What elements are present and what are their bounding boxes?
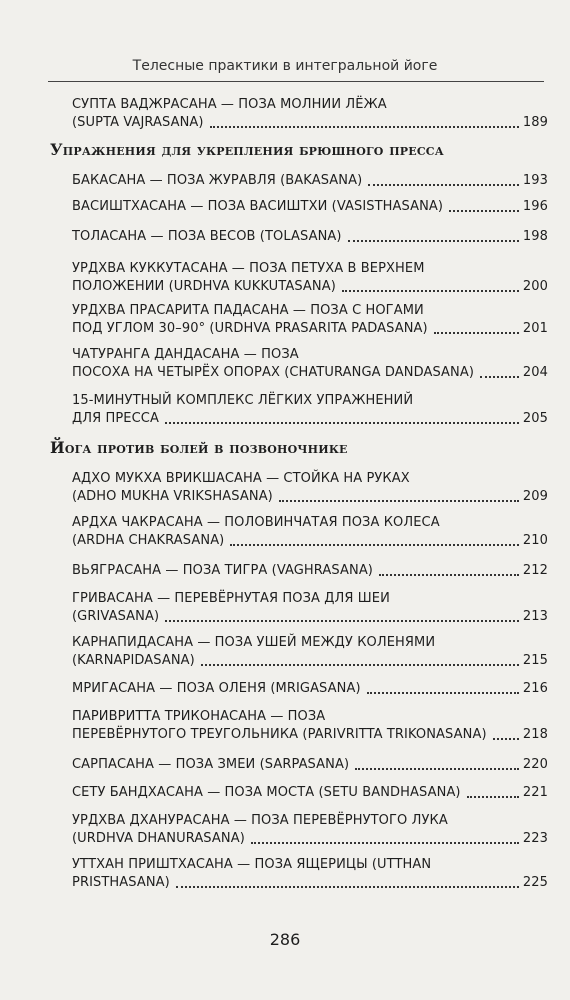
toc-entry-last-line — [72, 114, 548, 132]
toc-page-number: 220 — [522, 757, 548, 772]
toc-entry-title-line: PRISTHASANA) — [72, 875, 170, 890]
toc-entry-last-line — [72, 172, 548, 190]
toc-entry-last-line — [72, 198, 548, 216]
page-number: 286 — [269, 930, 301, 949]
running-header: Телесные практики в интегральной йоге — [132, 58, 438, 74]
dot-leader — [210, 126, 519, 128]
dot-leader — [368, 184, 519, 186]
toc-entry-title-line: (SUPTA VAJRASANA) — [72, 115, 204, 130]
toc-entry-last-line — [72, 726, 548, 744]
dot-leader — [480, 376, 519, 378]
dot-leader — [348, 240, 519, 242]
toc-entry-title-line: АДХО МУКХА ВРИКШАСАНА — СТОЙКА НА РУКАХ — [72, 471, 410, 486]
section-heading: Упражнения для укрепления брюшного пресса — [50, 140, 444, 159]
toc-entry-last-line — [72, 488, 548, 506]
dot-leader — [342, 290, 519, 292]
toc-entry — [72, 260, 548, 296]
toc-entry — [72, 812, 548, 848]
dot-leader — [230, 544, 519, 546]
toc-entry-last-line — [72, 562, 548, 580]
dot-leader — [434, 332, 519, 334]
dot-leader — [251, 842, 519, 844]
toc-entry-title-line: ПАРИВРИТТА ТРИКОНАСАНА — ПОЗА — [72, 709, 326, 724]
toc-entry — [72, 198, 548, 216]
toc-page-number: 225 — [522, 875, 548, 890]
dot-leader — [467, 796, 519, 798]
toc-entry — [72, 756, 548, 774]
toc-page-number: 212 — [522, 563, 548, 578]
toc-page-number: 223 — [522, 831, 548, 846]
toc-entry-title-line: УТТХАН ПРИШТХАСАНА — ПОЗА ЯЩЕРИЦЫ (UTTHAN — [72, 857, 432, 872]
toc-entry-title-line: ВЬЯГРАСАНА — ПОЗА ТИГРА (VAGHRASANA) — [72, 563, 373, 578]
toc-entry-last-line — [72, 680, 548, 698]
toc-entry — [72, 634, 548, 670]
toc-page-number: 209 — [522, 489, 548, 504]
toc-page-number: 218 — [522, 727, 548, 742]
dot-leader — [493, 738, 519, 740]
toc-entry — [72, 470, 548, 506]
toc-entry-title-line: ГРИВАСАНА — ПЕРЕВЁРНУТАЯ ПОЗА ДЛЯ ШЕИ — [72, 591, 390, 606]
toc-page-number: 204 — [522, 365, 548, 380]
dot-leader — [355, 768, 519, 770]
toc-entry — [72, 346, 548, 382]
toc-entry — [72, 96, 548, 132]
toc-entry-title-line: (ARDHA CHAKRASANA) — [72, 533, 225, 548]
toc-page-number: 196 — [522, 199, 548, 214]
toc-entry-title-line: САРПАСАНА — ПОЗА ЗМЕИ (SARPASANA) — [72, 757, 350, 772]
toc-entry-title-line: КАРНАПИДАСАНА — ПОЗА УШЕЙ МЕЖДУ КОЛЕНЯМИ — [72, 635, 436, 650]
toc-page-number: 200 — [522, 279, 548, 294]
toc-entry — [72, 302, 548, 338]
toc-entry-title-line: ТОЛАСАНА — ПОЗА ВЕСОВ (TOLASANA) — [72, 229, 342, 244]
toc-entry-title-line: ПОСОХА НА ЧЕТЫРЁХ ОПОРАХ (CHATURANGA DANDASANA) — [72, 365, 475, 380]
header-rule — [48, 81, 544, 82]
toc-entry-title-line: ДЛЯ ПРЕССА — [72, 411, 159, 426]
toc-entry-last-line — [72, 784, 548, 802]
toc-entry-last-line — [72, 532, 548, 550]
toc-entry — [72, 562, 548, 580]
toc-entry-title-line: СЕТУ БАНДХАСАНА — ПОЗА МОСТА (SETU BANDHASANA) — [72, 785, 461, 800]
toc-entry — [72, 784, 548, 802]
dot-leader — [379, 574, 519, 576]
toc-entry-last-line — [72, 410, 548, 428]
toc-page-number: 193 — [522, 173, 548, 188]
toc-entry-last-line — [72, 756, 548, 774]
toc-page-number: 189 — [522, 115, 548, 130]
toc-entry — [72, 680, 548, 698]
toc-entry-title-line: ПЕРЕВЁРНУТОГО ТРЕУГОЛЬНИКА (PARIVRITTA TRIKONASANA) — [72, 727, 487, 742]
toc-entry-title-line: ЧАТУРАНГА ДАНДАСАНА — ПОЗА — [72, 347, 299, 362]
toc-entry — [72, 514, 548, 550]
toc-entry-title-line: (KARNAPIDASANA) — [72, 653, 195, 668]
toc-entry-title-line: СУПТА ВАДЖРАСАНА — ПОЗА МОЛНИИ ЛЁЖА — [72, 97, 387, 112]
toc-entry-last-line — [72, 278, 548, 296]
toc-entry-last-line — [72, 874, 548, 892]
toc-entry-title-line: (ADHO MUKHA VRIKSHASANA) — [72, 489, 273, 504]
toc-entry-title-line: АРДХА ЧАКРАСАНА — ПОЛОВИНЧАТАЯ ПОЗА КОЛЕСА — [72, 515, 440, 530]
toc-entry — [72, 228, 548, 246]
toc-page-number: 205 — [522, 411, 548, 426]
toc-page-number: 221 — [522, 785, 548, 800]
toc-entry-title-line: 15-МИНУТНЫЙ КОМПЛЕКС ЛЁГКИХ УПРАЖНЕНИЙ — [72, 393, 414, 408]
toc-page-number: 210 — [522, 533, 548, 548]
toc-page-number: 201 — [522, 321, 548, 336]
toc-entry — [72, 392, 548, 428]
toc-entry — [72, 172, 548, 190]
toc-page-number: 213 — [522, 609, 548, 624]
toc-page-number: 215 — [522, 653, 548, 668]
toc-entry-last-line — [72, 830, 548, 848]
toc-entry-last-line — [72, 228, 548, 246]
toc-entry-title-line: ВАСИШТХАСАНА — ПОЗА ВАСИШТХИ (VASISTHASANA) — [72, 199, 444, 214]
toc-entry-title-line: ПОЛОЖЕНИИ (URDHVA KUKKUTASANA) — [72, 279, 336, 294]
toc-entry — [72, 590, 548, 626]
dot-leader — [165, 620, 519, 622]
toc-entry — [72, 856, 548, 892]
toc-entry-title-line: УРДХВА КУККУТАСАНА — ПОЗА ПЕТУХА В ВЕРХНЕМ — [72, 261, 425, 276]
dot-leader — [367, 692, 519, 694]
dot-leader — [279, 500, 519, 502]
toc-entry-last-line — [72, 320, 548, 338]
toc-entry-title-line: (URDHVA DHANURASANA) — [72, 831, 245, 846]
toc-page-number: 198 — [522, 229, 548, 244]
toc-page-number: 216 — [522, 681, 548, 696]
toc-entry-last-line — [72, 364, 548, 382]
toc-entry-title-line: ПОД УГЛОМ 30–90° (URDHVA PRASARITA PADASANA) — [72, 321, 428, 336]
dot-leader — [201, 664, 519, 666]
toc-entry — [72, 708, 548, 744]
toc-entry-title-line: УРДХВА ПРАСАРИТА ПАДАСАНА — ПОЗА С НОГАМИ — [72, 303, 424, 318]
dot-leader — [449, 210, 519, 212]
toc-entry-title-line: УРДХВА ДХАНУРАСАНА — ПОЗА ПЕРЕВЁРНУТОГО ЛУКА — [72, 813, 448, 828]
section-heading: Йога против болей в позвоночнике — [50, 438, 348, 457]
dot-leader — [165, 422, 519, 424]
toc-entry-title-line: МРИГАСАНА — ПОЗА ОЛЕНЯ (MRIGASANA) — [72, 681, 361, 696]
toc-entry-last-line — [72, 652, 548, 670]
toc-entry-title-line: БАКАСАНА — ПОЗА ЖУРАВЛЯ (BAKASANA) — [72, 173, 363, 188]
dot-leader — [176, 886, 519, 888]
toc-entry-last-line — [72, 608, 548, 626]
toc-entry-title-line: (GRIVASANA) — [72, 609, 160, 624]
